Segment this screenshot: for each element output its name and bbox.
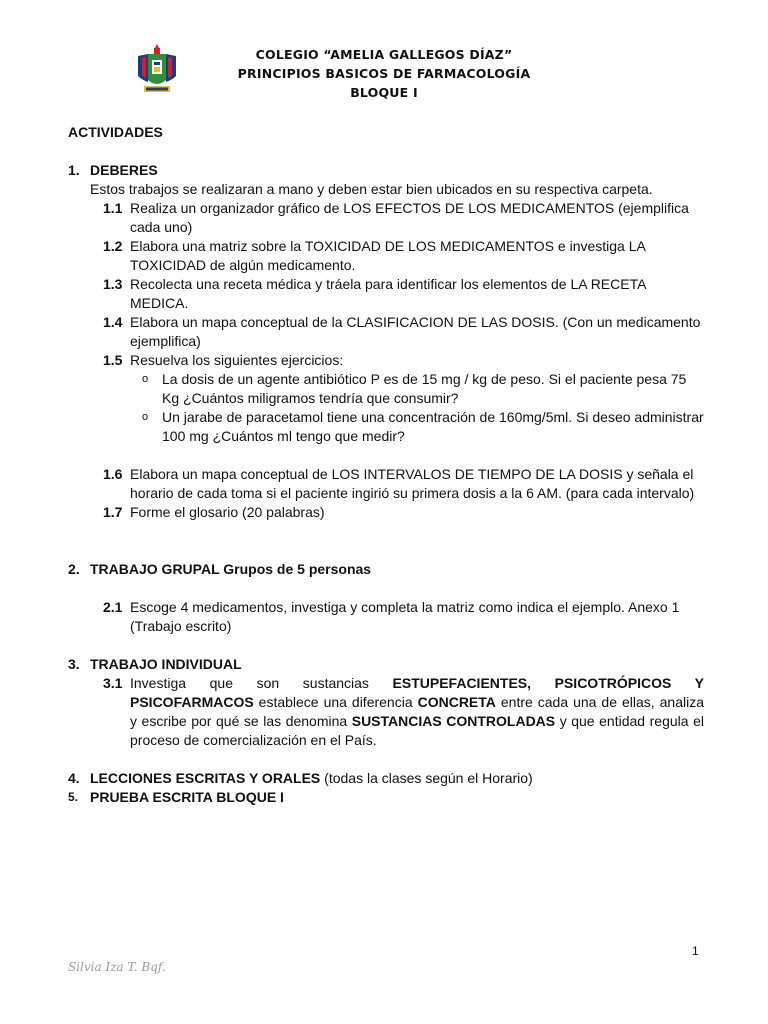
list-item bbox=[68, 275, 704, 313]
item-number: 1.4 bbox=[103, 314, 123, 330]
item-number: 1.7 bbox=[103, 504, 123, 520]
section-heading: TRABAJO GRUPAL Grupos de 5 personas bbox=[90, 561, 372, 577]
item-text-bold: ESTUPEFACIENTES, PSICOTRÓPICOS Y PSICOFARMACOS bbox=[130, 675, 704, 710]
section-number: 1. bbox=[68, 162, 80, 178]
section-number: 4. bbox=[68, 770, 80, 786]
document-header bbox=[0, 45, 768, 102]
list-item bbox=[68, 313, 704, 351]
item-text: Elabora una matriz sobre la TOXICIDAD DE LOS MEDICAMENTOS e investiga LA TOXICIDAD de algún medicamento. bbox=[130, 238, 646, 273]
section-note: (todas la clases según el Horario) bbox=[320, 770, 533, 786]
page-number: 1 bbox=[692, 944, 699, 958]
exercise-text: Un jarabe de paracetamol tiene una concentración de 160mg/5ml. Si deseo administrar 100 mg ¿Cuántos ml tengo que medir? bbox=[162, 409, 704, 444]
section-lecciones bbox=[68, 769, 704, 788]
item-text: Forme el glosario (20 palabras) bbox=[130, 504, 325, 520]
section-prueba bbox=[68, 788, 704, 807]
item-text-part: y que entidad regula el proceso de comercialización en el País. bbox=[130, 713, 704, 748]
list-item bbox=[68, 237, 704, 275]
section-number: 3. bbox=[68, 656, 80, 672]
item-text-part: establece una diferencia bbox=[253, 694, 418, 710]
item-number: 1.3 bbox=[103, 276, 123, 292]
list-item bbox=[68, 503, 704, 522]
section-grupal bbox=[68, 560, 704, 579]
item-number: 1.6 bbox=[103, 466, 123, 482]
list-item bbox=[68, 465, 704, 503]
item-text-part: entre cada una de ellas, analiza y escribe por qué se las denomina bbox=[130, 694, 704, 729]
school-name: COLEGIO “AMELIA GALLEGOS DÍAZ” bbox=[255, 47, 513, 62]
item-number: 2.1 bbox=[103, 599, 123, 615]
list-item bbox=[68, 199, 704, 237]
item-text-bold: CONCRETA bbox=[417, 694, 496, 710]
item-text: Escoge 4 medicamentos, investiga y completa la matriz como indica el ejemplo. Anexo 1 (Trabajo escrito) bbox=[130, 599, 680, 634]
item-text: Elabora un mapa conceptual de la CLASIFICACION DE LAS DOSIS. (Con un medicamento ejemplifica) bbox=[130, 314, 701, 349]
section-deberes bbox=[68, 161, 704, 180]
item-number: 3.1 bbox=[103, 675, 123, 691]
section-heading: LECCIONES ESCRITAS Y ORALES bbox=[90, 770, 321, 786]
item-number: 1.5 bbox=[103, 352, 123, 368]
item-text-bold: SUSTANCIAS CONTROLADAS bbox=[351, 713, 556, 729]
item-text: Realiza un organizador gráfico de LOS EFECTOS DE LOS MEDICAMENTOS (ejemplifica cada uno) bbox=[130, 200, 689, 235]
item-text: Recolecta una receta médica y tráela para identificar los elementos de LA RECETA MEDICA. bbox=[130, 276, 646, 311]
item-text: Elabora un mapa conceptual de LOS INTERVALOS DE TIEMPO DE LA DOSIS y señala el horario de cada toma si el paciente ingirió su primera dosis a la 6 AM. (para cada intervalo) bbox=[130, 466, 695, 501]
item-text-part: Investiga que son sustancias bbox=[130, 675, 393, 691]
exercise-text: La dosis de un agente antibiótico P es de 15 mg / kg de peso. Si el paciente pesa 75 Kg ¿Cuántos miligramos tendría que consumir? bbox=[162, 371, 687, 406]
item-text: Resuelva los siguientes ejercicios: bbox=[130, 352, 344, 368]
list-item bbox=[68, 598, 704, 636]
item-number: 1.1 bbox=[103, 200, 123, 216]
section-individual bbox=[68, 655, 704, 674]
bullet-icon: o bbox=[142, 411, 149, 423]
bullet-icon: o bbox=[142, 373, 149, 385]
course-title: PRINCIPIOS BASICOS DE FARMACOLOGÍA bbox=[237, 66, 531, 81]
exercise-item bbox=[68, 408, 704, 446]
block-title: BLOQUE I bbox=[350, 85, 418, 100]
author-signature: Silvia Iza T. Bqf. bbox=[68, 960, 166, 974]
section-number: 2. bbox=[68, 561, 80, 577]
document-body bbox=[68, 123, 704, 807]
section-number: 5. bbox=[68, 790, 79, 804]
exercise-item bbox=[68, 370, 704, 408]
item-number: 1.2 bbox=[103, 238, 123, 254]
section-title: ACTIVIDADES bbox=[68, 124, 163, 140]
section-heading: DEBERES bbox=[90, 162, 158, 178]
section-heading: TRABAJO INDIVIDUAL bbox=[90, 656, 242, 672]
section-heading: PRUEBA ESCRITA BLOQUE I bbox=[90, 789, 284, 805]
list-item bbox=[68, 674, 704, 750]
list-item bbox=[68, 351, 704, 370]
deberes-intro: Estos trabajos se realizaran a mano y deben estar bien ubicados en su respectiva carpeta. bbox=[90, 181, 653, 197]
